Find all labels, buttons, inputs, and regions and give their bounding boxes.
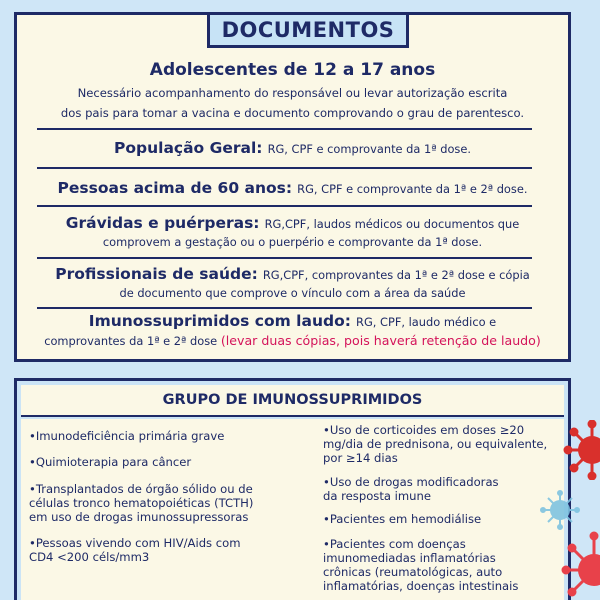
row-text-2: comprovantes da 1ª e 2ª dose — [44, 334, 218, 348]
virus-icon — [560, 530, 600, 600]
group-title: GRUPO DE IMUNOSSUPRIMIDOS — [21, 385, 564, 417]
row-pregnant — [17, 213, 568, 252]
list-item: •Pacientes em hemodiálise — [323, 512, 482, 526]
divider — [37, 205, 532, 207]
divider — [37, 167, 532, 169]
row-text: RG,CPF, comprovantes da 1ª e 2ª dose e cópia — [262, 268, 530, 282]
row-text: RG,CPF, laudos médicos ou documentos que — [264, 217, 520, 231]
row-text-2: de documento que comprove o vínculo com a área da saúde — [119, 286, 466, 300]
row-text: RG, CPF e comprovante da 1ª dose. — [267, 142, 471, 156]
row-general-population — [17, 138, 568, 157]
divider — [37, 128, 532, 130]
row-label: Profissionais de saúde: — [55, 265, 258, 283]
row-text-2: comprovem a gestação ou o puerpério e comprovante da 1ª dose. — [102, 235, 483, 249]
adolescents-line-2: dos pais para tomar a vacina e documento comprovando o grau de parentesco. — [60, 106, 525, 120]
divider — [37, 257, 532, 259]
list-item: •Transplantados de órgão sólido ou de células tronco hematopoiéticas (TCTH) em uso de drogas imunossupressoras — [29, 482, 254, 524]
list-item: •Quimioterapia para câncer — [29, 455, 192, 469]
row-immunosuppressed — [17, 311, 568, 352]
row-label: Pessoas acima de 60 anos: — [57, 179, 293, 197]
list-item: •Imunodeficiência primária grave — [29, 429, 225, 443]
row-text-2-wrap — [17, 330, 568, 352]
group-body — [21, 419, 564, 600]
retention-warning: (levar duas cópias, pois haverá retenção de laudo) — [220, 333, 541, 348]
virus-icon — [562, 420, 600, 480]
adolescents-heading: Adolescentes de 12 a 17 anos — [149, 60, 436, 80]
list-item: •Uso de corticoides em doses ≥20 mg/dia de prednisona, ou equivalente, por ≥14 dias — [323, 423, 548, 465]
row-label: Grávidas e puérperas: — [65, 214, 260, 232]
documents-panel — [14, 12, 571, 362]
virus-icon — [540, 490, 580, 530]
list-item: •Pessoas vivendo com HIV/Aids com CD4 <200 céls/mm3 — [29, 536, 241, 564]
row-label: Imunossuprimidos com laudo: — [88, 312, 351, 330]
row-health-professionals — [17, 264, 568, 303]
row-label: População Geral: — [114, 139, 263, 157]
list-item: •Pacientes com doenças imunomediadas inflamatórias crônicas (reumatológicas, auto inflamatórias, doenças intestinais — [323, 537, 519, 593]
documents-title: DOCUMENTOS — [207, 12, 409, 48]
divider — [37, 307, 532, 309]
immunosuppressed-group-panel — [14, 378, 571, 600]
list-item: •Uso de drogas modificadoras da resposta imune — [323, 475, 499, 503]
row-text: RG, CPF e comprovante da 1ª e 2ª dose. — [297, 182, 528, 196]
adolescents-line-1: Necessário acompanhamento do responsável ou levar autorização escrita — [77, 86, 508, 100]
adolescents-text — [23, 83, 562, 123]
row-over-60 — [17, 178, 568, 197]
row-text: RG, CPF, laudo médico e — [356, 315, 497, 329]
